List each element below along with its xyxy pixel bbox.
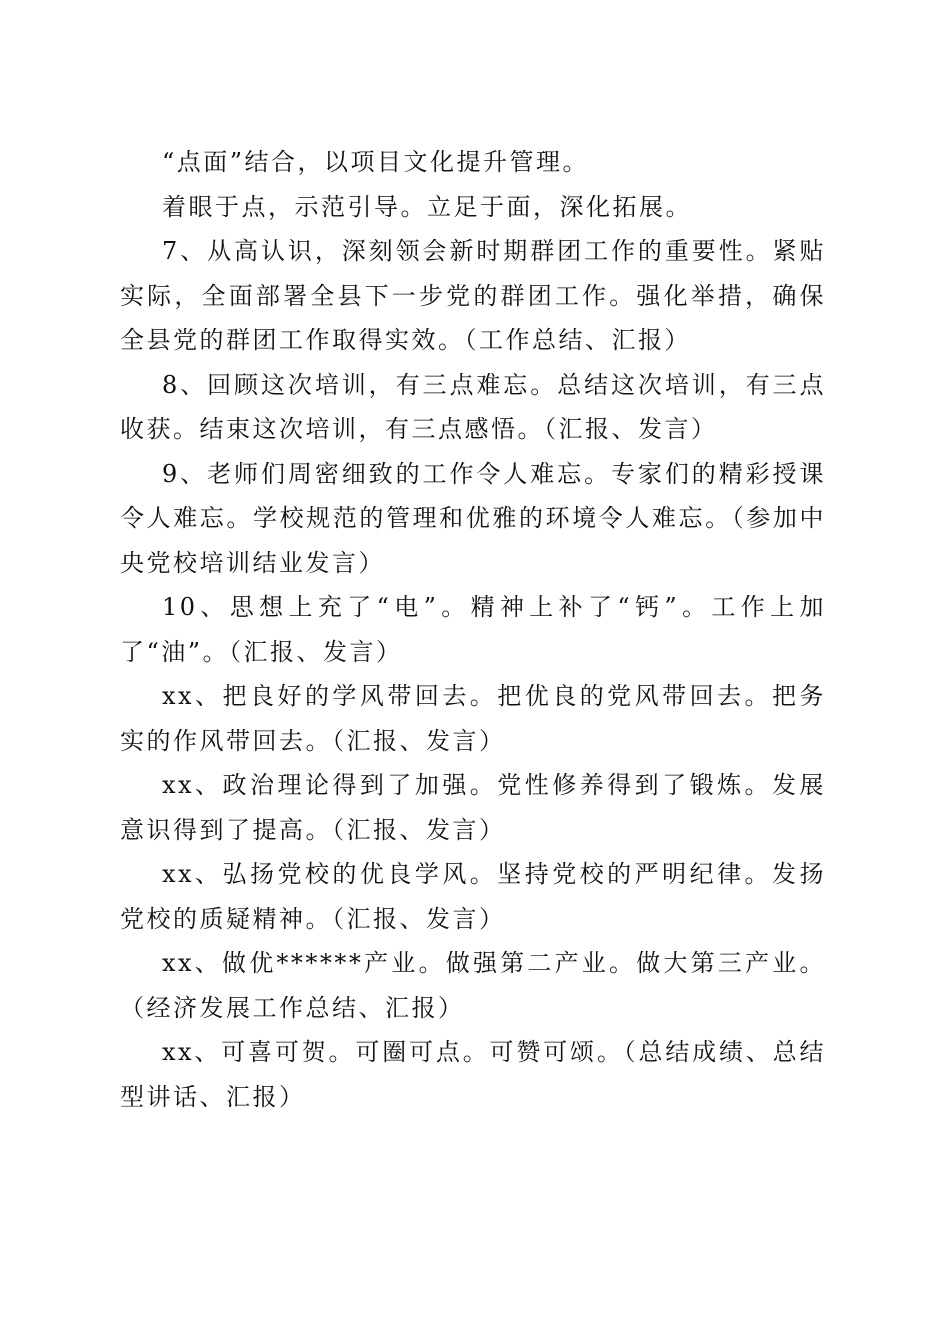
- document-body: [120, 140, 826, 1119]
- paragraph-dianmian: “点面”结合，以项目文化提升管理。: [162, 148, 590, 176]
- paragraph-item-10: 10、思想上充了“电”。精神上补了“钙”。工作上加了“油”。（汇报、发言）: [120, 593, 826, 666]
- paragraph-item-8: 8、回顾这次培训，有三点难忘。总结这次培训，有三点收获。结束这次培训，有三点感悟。（汇报、发言）: [120, 370, 826, 443]
- paragraph-xx-chanye: xx、做优******产业。做强第二产业。做大第三产业。（经济发展工作总结、汇报）: [120, 949, 826, 1022]
- paragraph-zhuoyan: 着眼于点，示范引导。立足于面，深化拓展。: [162, 192, 692, 221]
- paragraph-xx-kexi: xx、可喜可贺。可圈可点。可赞可颂。（总结成绩、总结型讲话、汇报）: [120, 1038, 826, 1111]
- paragraph-xx-xuefeng: xx、把良好的学风带回去。把优良的党风带回去。把务实的作风带回去。（汇报、发言）: [120, 682, 826, 755]
- paragraph-item-7: 7、从高认识，深刻领会新时期群团工作的重要性。紧贴实际，全面部署全县下一步党的群团工作。强化举措，确保全县党的群团工作取得实效。（工作总结、汇报）: [120, 237, 826, 354]
- paragraph-item-9: 9、老师们周密细致的工作令人难忘。专家们的精彩授课令人难忘。学校规范的管理和优雅的环境令人难忘。（参加中央党校培训结业发言）: [120, 459, 826, 577]
- paragraph-xx-hongyang: xx、弘扬党校的优良学风。坚持党校的严明纪律。发扬党校的质疑精神。（汇报、发言）: [120, 860, 826, 933]
- paragraph-xx-zhengzhi: xx、政治理论得到了加强。党性修养得到了锻炼。发展意识得到了提高。（汇报、发言）: [120, 771, 826, 844]
